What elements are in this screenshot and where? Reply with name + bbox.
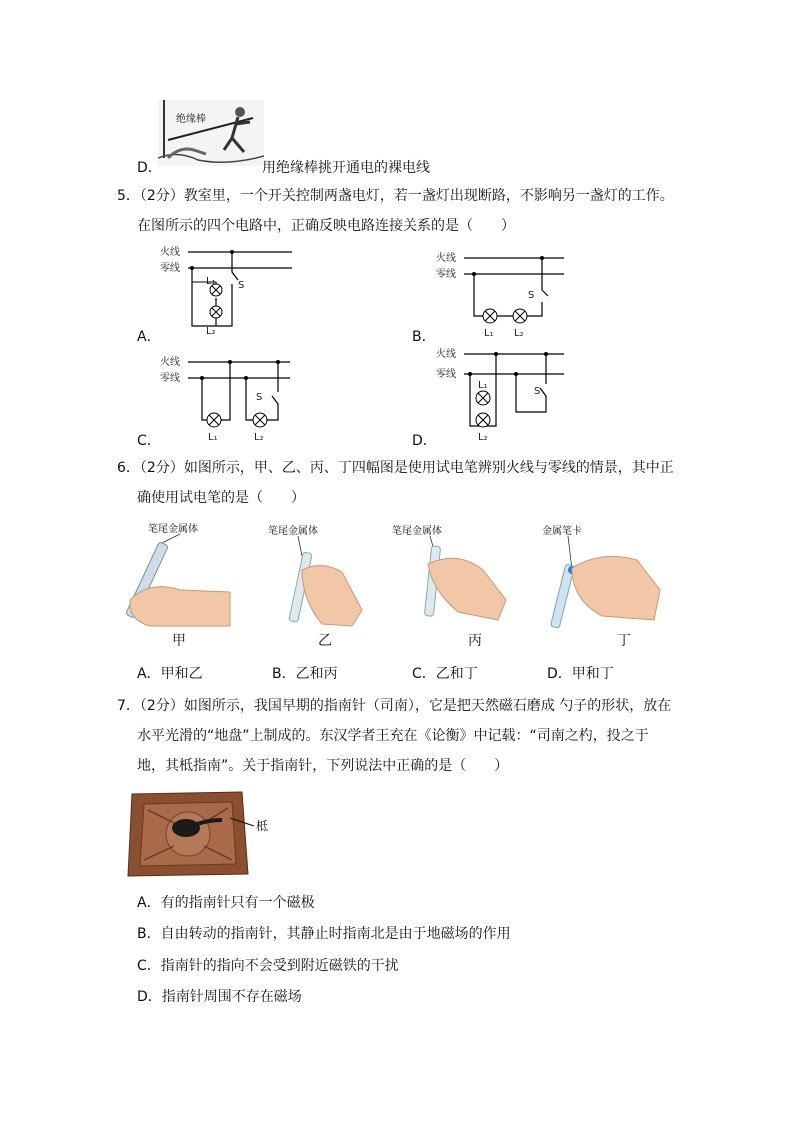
lamp-l2-label: L₂ [478, 432, 488, 443]
q5-option-a: A． [137, 329, 161, 345]
q5-stem-line2: 在图所示的四个电路中，正确反映电路连接关系的是（ ） [137, 218, 515, 234]
pen-caption: 笔尾金属体 [148, 524, 198, 535]
lamp-l2-label: L₂ [254, 432, 264, 443]
live-wire-label: 火线 [160, 247, 180, 258]
pen-caption: 金属笔卡 [542, 526, 582, 537]
q5-option-d: D． [412, 433, 437, 449]
q4-option-d-label: D． [137, 160, 162, 176]
sinan-compass-image [126, 790, 276, 880]
q5-option-c: C． [137, 433, 161, 449]
panel-label-jia: 甲 [172, 633, 186, 649]
q7-choice-d: D．指南针周围不存在磁场 [137, 989, 302, 1005]
handle-label: 柢 [256, 819, 269, 833]
lamp-l1-label: L₁ [478, 380, 488, 391]
circuit-c [160, 352, 300, 448]
q4-option-d-image [158, 100, 264, 166]
q7-stem-line3: 地，其柢指南”。关于指南针，下列说法中正确的是（ ） [137, 758, 509, 774]
q7-stem-line1: 7．（2分）如图所示，我国早期的指南针（司南），它是把天然磁石磨成 勺子的形状，放在 [117, 698, 672, 714]
panel-label-bing: 丙 [468, 633, 482, 649]
lamp-l1-label: L₁ [206, 276, 216, 287]
q5-option-b: B． [412, 329, 436, 345]
q7-choice-a: A．有的指南针只有一个磁极 [137, 895, 315, 911]
panel-label-yi: 乙 [318, 633, 332, 649]
q6-stem-line1: 6．（2分）如图所示，甲、乙、丙、丁四幅图是使用试电笔辨别火线与零线的情景，其中正 [117, 460, 674, 476]
neutral-wire-label: 零线 [160, 263, 180, 274]
lamp-l1-label: L₁ [208, 432, 218, 443]
q6-choice-b: B．乙和丙 [272, 666, 338, 682]
pen-caption: 笔尾金属体 [392, 526, 442, 537]
panel-label-ding: 丁 [617, 633, 631, 649]
neutral-wire-label: 零线 [436, 269, 456, 280]
neutral-wire-label: 零线 [436, 369, 456, 380]
test-pen-panel-bing [388, 520, 508, 630]
q7-choice-b: B．自由转动的指南针，其静止时指南北是由于地磁场的作用 [137, 926, 511, 942]
live-wire-label: 火线 [436, 253, 456, 264]
live-wire-label: 火线 [436, 349, 456, 360]
test-pen-panel-yi [262, 520, 372, 630]
circuit-b [436, 246, 576, 342]
switch-label: S [534, 386, 541, 397]
circuit-d [436, 346, 576, 446]
switch-label: S [528, 290, 535, 301]
q4-option-d-text: 用绝缘棒挑开通电的裸电线 [262, 160, 430, 176]
q7-stem-line2: 水平光滑的“地盘”上制成的。东汉学者王充在《论衡》中记载：“司南之杓，投之于 [137, 728, 649, 744]
q6-choice-d: D．甲和丁 [547, 666, 614, 682]
lamp-l1-label: L₁ [484, 328, 494, 339]
q5-stem-line1: 5．（2分）教室里，一个开关控制两盏电灯，若一盏灯出现断路，不影响另一盏灯的工作。 [117, 188, 674, 204]
switch-label: S [238, 280, 245, 291]
test-pen-panel-jia [120, 520, 240, 630]
live-wire-label: 火线 [160, 357, 180, 368]
pen-caption: 笔尾金属体 [268, 526, 318, 537]
switch-label: S [256, 392, 263, 403]
neutral-wire-label: 零线 [160, 373, 180, 384]
insulating-rod-label: 绝缘棒 [176, 114, 206, 125]
q7-choice-c: C．指南针的指向不会受到附近磁铁的干扰 [137, 958, 399, 974]
q6-choice-c: C．乙和丁 [412, 666, 478, 682]
test-pen-panel-ding [542, 520, 662, 630]
q6-choice-a: A．甲和乙 [137, 666, 203, 682]
lamp-l2-label: L₂ [514, 328, 524, 339]
circuit-a [160, 242, 300, 338]
q6-stem-line2: 确使用试电笔的是（ ） [137, 490, 305, 506]
lamp-l2-label: L₂ [206, 326, 216, 337]
